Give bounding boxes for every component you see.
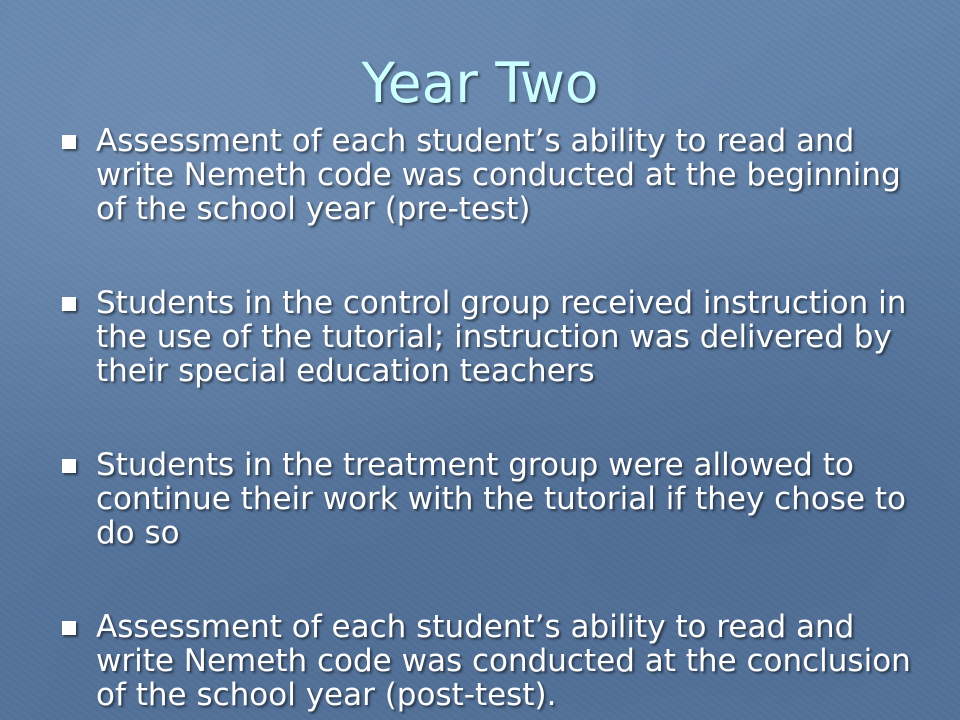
bullet-item-control-group <box>58 286 928 388</box>
square-bullet-icon <box>62 135 76 149</box>
slide-title: Year Two <box>361 51 599 115</box>
square-bullet-icon <box>62 297 76 311</box>
square-bullet-icon <box>62 459 76 473</box>
bullet-list <box>58 124 928 712</box>
bullet-text: Students in the treatment group were allowed to continue their work with the tutorial if they chose to do so <box>96 447 907 551</box>
bullet-item-post-test <box>58 610 928 712</box>
bullet-text: Assessment of each student’s ability to read and write Nemeth code was conducted at the beginning of the school year (pre-test) <box>96 123 901 227</box>
bullet-text: Students in the control group received instruction in the use of the tutorial; instruction was delivered by their special education teachers <box>96 285 907 389</box>
square-bullet-icon <box>62 621 76 635</box>
bullet-text: Assessment of each student’s ability to read and write Nemeth code was conducted at the conclusion of the school year (post-test). <box>96 609 911 713</box>
bullet-item-pre-test <box>58 124 928 226</box>
bullet-item-treatment-group <box>58 448 928 550</box>
